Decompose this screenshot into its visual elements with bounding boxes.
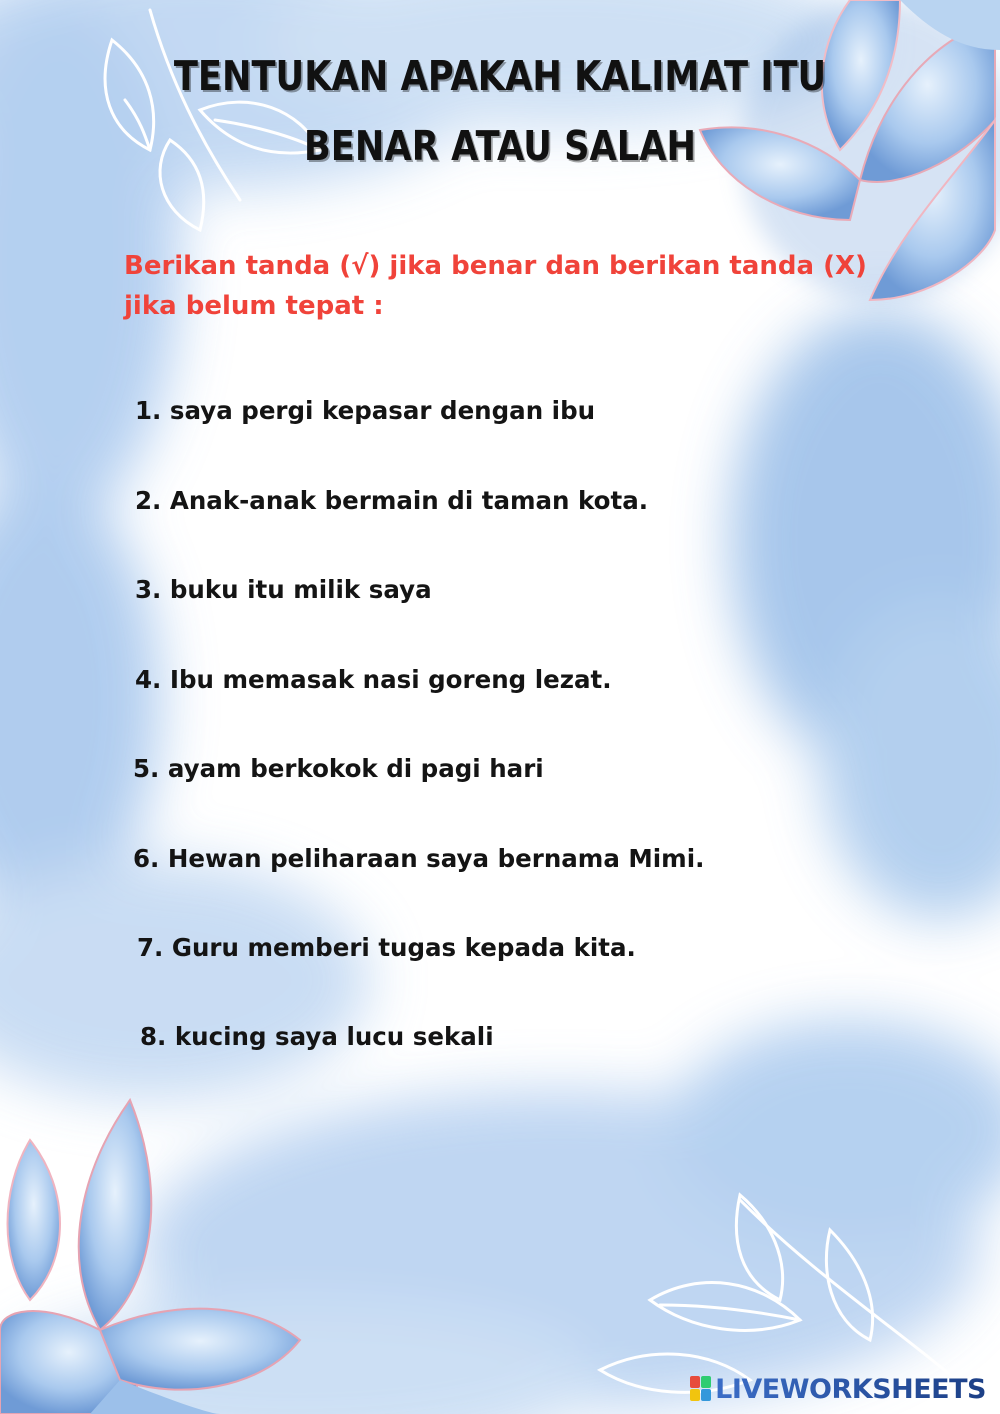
instruction-text: Berikan tanda (√) jika benar dan berikan tanda (X) jika belum tepat : <box>124 251 867 321</box>
question-1: 1. saya pergi kepasar dengan ibu <box>135 396 596 425</box>
question-4: 4. Ibu memasak nasi goreng lezat. <box>135 665 612 694</box>
question-8: 8. kucing saya lucu sekali <box>140 1022 494 1051</box>
question-7: 7. Guru memberi tugas kepada kita. <box>137 933 636 962</box>
liveworksheets-logo <box>690 1372 986 1406</box>
question-5: 5. ayam berkokok di pagi hari <box>133 754 544 783</box>
question-2: 2. Anak-anak bermain di taman kota. <box>135 486 649 515</box>
liveworksheets-logo-text: LIVEWORKSHEETS <box>715 1373 986 1405</box>
worksheet-title-line-1: TENTUKAN APAKAH KALIMAT ITU <box>173 52 827 100</box>
question-3: 3. buku itu milik saya <box>135 575 432 604</box>
question-6: 6. Hewan peliharaan saya bernama Mimi. <box>133 844 705 873</box>
worksheet-title-line-2: BENAR ATAU SALAH <box>303 122 697 170</box>
liveworksheets-logo-icon <box>690 1376 712 1402</box>
